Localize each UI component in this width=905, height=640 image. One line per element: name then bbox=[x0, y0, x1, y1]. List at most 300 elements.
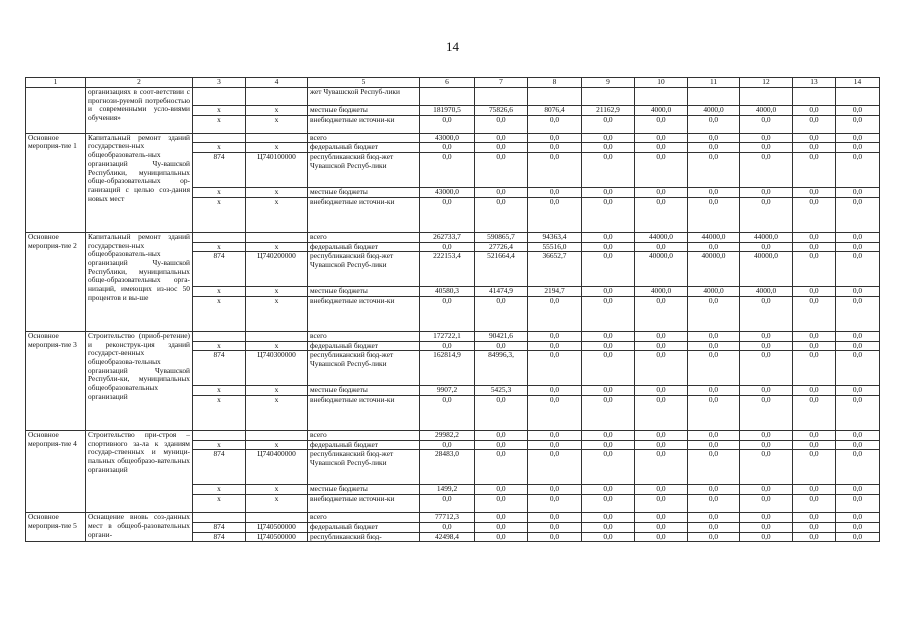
amount-cell: 0,0 bbox=[582, 522, 635, 532]
amount-cell: 162814,9 bbox=[420, 351, 475, 386]
amount-cell: 94363,4 bbox=[528, 232, 582, 242]
amount-cell: 0,0 bbox=[582, 440, 635, 450]
amount-cell: 0,0 bbox=[740, 450, 793, 485]
amount-cell: 36652,7 bbox=[528, 252, 582, 287]
amount-cell: 0,0 bbox=[688, 513, 740, 523]
amount-cell: 521664,4 bbox=[475, 252, 528, 287]
amount-cell: 0,0 bbox=[793, 431, 836, 441]
funding-source: республиканский бюд-жет Чувашской Респуб-лики bbox=[308, 252, 420, 287]
amount-cell: 0,0 bbox=[582, 232, 635, 242]
funding-source: местные бюджеты bbox=[308, 386, 420, 396]
amount-cell: 40000,0 bbox=[635, 252, 688, 287]
amount-cell: 0,0 bbox=[475, 188, 528, 198]
amount-cell: 0,0 bbox=[635, 513, 688, 523]
amount-cell: 0,0 bbox=[635, 341, 688, 351]
amount-cell: 0,0 bbox=[582, 188, 635, 198]
column-number: 11 bbox=[688, 78, 740, 88]
amount-cell: 0,0 bbox=[836, 287, 880, 297]
amount-cell: 0,0 bbox=[528, 396, 582, 431]
amount-cell: 0,0 bbox=[836, 197, 880, 232]
amount-cell: 8076,4 bbox=[528, 106, 582, 116]
amount-cell: 0,0 bbox=[688, 386, 740, 396]
amount-cell bbox=[528, 88, 582, 106]
funding-source: местные бюджеты bbox=[308, 188, 420, 198]
amount-cell bbox=[582, 88, 635, 106]
amount-cell: 0,0 bbox=[475, 513, 528, 523]
target-article-code: x bbox=[246, 495, 308, 513]
amount-cell: 0,0 bbox=[793, 485, 836, 495]
target-article-code bbox=[246, 331, 308, 341]
table-row bbox=[26, 232, 880, 242]
event-label: Основное мероприя-тие 4 bbox=[26, 431, 86, 513]
table-row bbox=[26, 513, 880, 523]
amount-cell: 0,0 bbox=[688, 532, 740, 542]
target-article-code bbox=[246, 431, 308, 441]
amount-cell: 0,0 bbox=[688, 133, 740, 143]
column-number: 6 bbox=[420, 78, 475, 88]
amount-cell: 0,0 bbox=[528, 532, 582, 542]
amount-cell: 0,0 bbox=[582, 252, 635, 287]
amount-cell: 0,0 bbox=[836, 115, 880, 133]
amount-cell: 0,0 bbox=[740, 495, 793, 513]
amount-cell: 0,0 bbox=[836, 532, 880, 542]
funding-source: республиканский бюд-жет Чувашской Респуб-лики bbox=[308, 351, 420, 386]
department-code: 874 bbox=[193, 522, 246, 532]
amount-cell bbox=[793, 88, 836, 106]
target-article-code: Ц740300000 bbox=[246, 351, 308, 386]
target-article-code: x bbox=[246, 485, 308, 495]
amount-cell: 0,0 bbox=[740, 532, 793, 542]
amount-cell: 0,0 bbox=[635, 431, 688, 441]
amount-cell: 0,0 bbox=[836, 431, 880, 441]
amount-cell: 0,0 bbox=[528, 296, 582, 331]
column-number: 12 bbox=[740, 78, 793, 88]
funding-source: внебюджетные источни-ки bbox=[308, 296, 420, 331]
amount-cell: 0,0 bbox=[582, 287, 635, 297]
target-article-code: x bbox=[246, 296, 308, 331]
department-code bbox=[193, 232, 246, 242]
budget-table bbox=[25, 77, 880, 542]
amount-cell: 0,0 bbox=[688, 351, 740, 386]
column-number: 7 bbox=[475, 78, 528, 88]
amount-cell: 40000,0 bbox=[688, 252, 740, 287]
amount-cell: 0,0 bbox=[475, 115, 528, 133]
target-article-code: x bbox=[246, 386, 308, 396]
amount-cell: 0,0 bbox=[836, 252, 880, 287]
amount-cell: 0,0 bbox=[582, 115, 635, 133]
amount-cell: 27726,4 bbox=[475, 242, 528, 252]
funding-source: внебюджетные источни-ки bbox=[308, 115, 420, 133]
amount-cell: 0,0 bbox=[635, 143, 688, 153]
amount-cell: 44000,0 bbox=[740, 232, 793, 242]
event-description: Капитальный ремонт зданий государствен-ных общеобразователь-ных организаций Чу-вашской Республики, муниципальных обще-образовательных орга-низаций, имеющих из-нос 50 процентов и вы-ше bbox=[86, 232, 193, 331]
amount-cell: 0,0 bbox=[688, 331, 740, 341]
amount-cell bbox=[836, 88, 880, 106]
target-article-code: x bbox=[246, 143, 308, 153]
target-article-code: x bbox=[246, 440, 308, 450]
funding-source: республиканский бюд-жет Чувашской Респуб-лики bbox=[308, 153, 420, 188]
target-article-code: x bbox=[246, 341, 308, 351]
target-article-code: x bbox=[246, 115, 308, 133]
event-label bbox=[26, 88, 86, 134]
amount-cell: 262733,7 bbox=[420, 232, 475, 242]
amount-cell: 0,0 bbox=[420, 396, 475, 431]
amount-cell: 0,0 bbox=[582, 513, 635, 523]
amount-cell: 0,0 bbox=[836, 396, 880, 431]
amount-cell: 0,0 bbox=[475, 341, 528, 351]
event-description: организациях в соот-ветствии с прогнози-руемой потребностью и современными усло-виями обучения» bbox=[86, 88, 193, 134]
table-row bbox=[26, 133, 880, 143]
department-code: x bbox=[193, 197, 246, 232]
amount-cell: 9907,2 bbox=[420, 386, 475, 396]
amount-cell: 0,0 bbox=[793, 188, 836, 198]
funding-source: внебюджетные источни-ки bbox=[308, 495, 420, 513]
amount-cell: 0,0 bbox=[740, 386, 793, 396]
event-description: Строительство (приоб-ретение) и реконструк-ция зданий государст-венных общеобразова-тельных организаций Чувашской Республи-ки, муниципальных общеобразовательных организаций bbox=[86, 331, 193, 430]
amount-cell: 0,0 bbox=[793, 513, 836, 523]
amount-cell: 0,0 bbox=[688, 242, 740, 252]
column-number: 10 bbox=[635, 78, 688, 88]
amount-cell: 0,0 bbox=[528, 188, 582, 198]
event-label: Основное мероприя-тие 3 bbox=[26, 331, 86, 430]
amount-cell: 0,0 bbox=[635, 396, 688, 431]
amount-cell: 84996,3, bbox=[475, 351, 528, 386]
amount-cell: 0,0 bbox=[582, 296, 635, 331]
department-code: x bbox=[193, 440, 246, 450]
amount-cell: 44000,0 bbox=[635, 232, 688, 242]
amount-cell: 0,0 bbox=[836, 143, 880, 153]
funding-source: федеральный бюджет bbox=[308, 341, 420, 351]
department-code: x bbox=[193, 188, 246, 198]
amount-cell: 4000,0 bbox=[688, 106, 740, 116]
target-article-code bbox=[246, 232, 308, 242]
amount-cell: 0,0 bbox=[582, 450, 635, 485]
column-number: 1 bbox=[26, 78, 86, 88]
amount-cell: 43000,0 bbox=[420, 133, 475, 143]
amount-cell: 0,0 bbox=[582, 495, 635, 513]
target-article-code: Ц740200000 bbox=[246, 252, 308, 287]
amount-cell: 0,0 bbox=[740, 153, 793, 188]
amount-cell: 0,0 bbox=[793, 351, 836, 386]
amount-cell: 75826,6 bbox=[475, 106, 528, 116]
amount-cell: 0,0 bbox=[635, 188, 688, 198]
amount-cell: 0,0 bbox=[582, 386, 635, 396]
amount-cell: 0,0 bbox=[836, 351, 880, 386]
funding-source: местные бюджеты bbox=[308, 106, 420, 116]
amount-cell: 0,0 bbox=[740, 143, 793, 153]
amount-cell: 0,0 bbox=[793, 232, 836, 242]
amount-cell: 28483,0 bbox=[420, 450, 475, 485]
amount-cell: 0,0 bbox=[528, 133, 582, 143]
amount-cell: 43000,0 bbox=[420, 188, 475, 198]
target-article-code bbox=[246, 133, 308, 143]
amount-cell: 0,0 bbox=[793, 522, 836, 532]
amount-cell: 181970,5 bbox=[420, 106, 475, 116]
amount-cell: 0,0 bbox=[793, 287, 836, 297]
amount-cell: 0,0 bbox=[635, 532, 688, 542]
funding-source: всего bbox=[308, 232, 420, 242]
amount-cell: 0,0 bbox=[740, 133, 793, 143]
amount-cell: 4000,0 bbox=[688, 287, 740, 297]
amount-cell: 0,0 bbox=[688, 143, 740, 153]
amount-cell: 5425,3 bbox=[475, 386, 528, 396]
amount-cell: 0,0 bbox=[740, 431, 793, 441]
amount-cell: 0,0 bbox=[420, 153, 475, 188]
funding-source: местные бюджеты bbox=[308, 485, 420, 495]
amount-cell: 0,0 bbox=[528, 495, 582, 513]
department-code: 874 bbox=[193, 532, 246, 542]
column-number: 4 bbox=[246, 78, 308, 88]
amount-cell: 172722,1 bbox=[420, 331, 475, 341]
amount-cell: 0,0 bbox=[793, 341, 836, 351]
amount-cell: 0,0 bbox=[528, 341, 582, 351]
event-description: Строительство при-строя – спортивного за-ла к зданиям государ-ственных и муници-пальных общеобразо-вательных организаций bbox=[86, 431, 193, 513]
amount-cell: 0,0 bbox=[740, 296, 793, 331]
amount-cell: 2194,7 bbox=[528, 287, 582, 297]
amount-cell: 0,0 bbox=[793, 143, 836, 153]
table-body bbox=[26, 88, 880, 542]
department-code: x bbox=[193, 143, 246, 153]
amount-cell: 0,0 bbox=[635, 485, 688, 495]
amount-cell: 0,0 bbox=[528, 153, 582, 188]
department-code bbox=[193, 513, 246, 523]
funding-source: всего bbox=[308, 513, 420, 523]
amount-cell: 0,0 bbox=[475, 495, 528, 513]
amount-cell: 0,0 bbox=[836, 188, 880, 198]
column-number-row bbox=[26, 78, 880, 88]
target-article-code: x bbox=[246, 242, 308, 252]
department-code: x bbox=[193, 287, 246, 297]
amount-cell: 0,0 bbox=[688, 522, 740, 532]
amount-cell: 0,0 bbox=[688, 495, 740, 513]
funding-source: всего bbox=[308, 431, 420, 441]
amount-cell: 1499,2 bbox=[420, 485, 475, 495]
amount-cell: 0,0 bbox=[836, 106, 880, 116]
column-number: 9 bbox=[582, 78, 635, 88]
target-article-code bbox=[246, 88, 308, 106]
amount-cell: 4000,0 bbox=[740, 106, 793, 116]
department-code: x bbox=[193, 485, 246, 495]
amount-cell: 0,0 bbox=[836, 341, 880, 351]
column-number: 5 bbox=[308, 78, 420, 88]
column-number: 2 bbox=[86, 78, 193, 88]
amount-cell: 0,0 bbox=[528, 431, 582, 441]
department-code: x bbox=[193, 495, 246, 513]
amount-cell: 0,0 bbox=[793, 115, 836, 133]
department-code: x bbox=[193, 106, 246, 116]
amount-cell: 0,0 bbox=[582, 153, 635, 188]
funding-source: федеральный бюджет bbox=[308, 143, 420, 153]
amount-cell: 0,0 bbox=[688, 431, 740, 441]
department-code: x bbox=[193, 115, 246, 133]
amount-cell: 0,0 bbox=[793, 197, 836, 232]
amount-cell: 0,0 bbox=[688, 450, 740, 485]
amount-cell: 0,0 bbox=[528, 115, 582, 133]
amount-cell: 0,0 bbox=[793, 495, 836, 513]
department-code: 874 bbox=[193, 351, 246, 386]
amount-cell: 0,0 bbox=[688, 197, 740, 232]
funding-source: внебюджетные источни-ки bbox=[308, 396, 420, 431]
amount-cell: 90421,6 bbox=[475, 331, 528, 341]
amount-cell: 0,0 bbox=[420, 440, 475, 450]
amount-cell: 21162,9 bbox=[582, 106, 635, 116]
amount-cell: 0,0 bbox=[475, 532, 528, 542]
amount-cell: 0,0 bbox=[793, 252, 836, 287]
amount-cell: 0,0 bbox=[836, 242, 880, 252]
amount-cell: 0,0 bbox=[836, 133, 880, 143]
amount-cell: 0,0 bbox=[793, 386, 836, 396]
amount-cell: 0,0 bbox=[582, 485, 635, 495]
amount-cell: 0,0 bbox=[475, 296, 528, 331]
amount-cell: 42498,4 bbox=[420, 532, 475, 542]
department-code: x bbox=[193, 386, 246, 396]
amount-cell: 0,0 bbox=[582, 197, 635, 232]
amount-cell: 44000,0 bbox=[688, 232, 740, 242]
funding-source: федеральный бюджет bbox=[308, 522, 420, 532]
amount-cell bbox=[688, 88, 740, 106]
amount-cell: 0,0 bbox=[475, 143, 528, 153]
column-number: 14 bbox=[836, 78, 880, 88]
amount-cell: 0,0 bbox=[582, 396, 635, 431]
amount-cell: 77712,3 bbox=[420, 513, 475, 523]
funding-source: всего bbox=[308, 133, 420, 143]
amount-cell: 0,0 bbox=[528, 450, 582, 485]
event-label: Основное мероприя-тие 2 bbox=[26, 232, 86, 331]
department-code: x bbox=[193, 341, 246, 351]
amount-cell: 40580,3 bbox=[420, 287, 475, 297]
amount-cell bbox=[635, 88, 688, 106]
amount-cell: 0,0 bbox=[635, 440, 688, 450]
amount-cell: 0,0 bbox=[836, 513, 880, 523]
amount-cell: 0,0 bbox=[688, 153, 740, 188]
amount-cell bbox=[740, 88, 793, 106]
department-code bbox=[193, 88, 246, 106]
amount-cell: 0,0 bbox=[635, 133, 688, 143]
target-article-code: x bbox=[246, 396, 308, 431]
event-description: Капитальный ремонт зданий государствен-ных общеобразователь-ных организаций Чу-вашской Республики, муниципальных обще-образовательных ор-ганизаций с целью соз-дания новых мест bbox=[86, 133, 193, 232]
amount-cell: 0,0 bbox=[420, 522, 475, 532]
amount-cell bbox=[475, 88, 528, 106]
amount-cell: 0,0 bbox=[582, 532, 635, 542]
amount-cell: 0,0 bbox=[635, 351, 688, 386]
amount-cell: 0,0 bbox=[635, 296, 688, 331]
table-row bbox=[26, 88, 880, 106]
funding-source: местные бюджеты bbox=[308, 287, 420, 297]
amount-cell: 0,0 bbox=[582, 341, 635, 351]
amount-cell: 0,0 bbox=[793, 242, 836, 252]
amount-cell: 0,0 bbox=[582, 242, 635, 252]
target-article-code: Ц740500000 bbox=[246, 522, 308, 532]
amount-cell: 4000,0 bbox=[635, 106, 688, 116]
amount-cell: 0,0 bbox=[836, 296, 880, 331]
amount-cell: 0,0 bbox=[836, 495, 880, 513]
amount-cell: 0,0 bbox=[688, 440, 740, 450]
amount-cell: 0,0 bbox=[793, 331, 836, 341]
amount-cell: 0,0 bbox=[475, 440, 528, 450]
funding-source: жет Чувашской Респуб-лики bbox=[308, 88, 420, 106]
amount-cell: 0,0 bbox=[635, 153, 688, 188]
amount-cell: 0,0 bbox=[740, 522, 793, 532]
target-article-code: x bbox=[246, 106, 308, 116]
amount-cell: 0,0 bbox=[793, 153, 836, 188]
amount-cell: 0,0 bbox=[582, 431, 635, 441]
amount-cell: 0,0 bbox=[635, 495, 688, 513]
amount-cell: 0,0 bbox=[793, 532, 836, 542]
amount-cell: 0,0 bbox=[582, 133, 635, 143]
department-code: 874 bbox=[193, 450, 246, 485]
amount-cell: 0,0 bbox=[475, 522, 528, 532]
amount-cell: 0,0 bbox=[420, 197, 475, 232]
amount-cell: 0,0 bbox=[528, 143, 582, 153]
amount-cell: 0,0 bbox=[836, 386, 880, 396]
amount-cell: 0,0 bbox=[836, 331, 880, 341]
amount-cell: 0,0 bbox=[635, 115, 688, 133]
amount-cell: 0,0 bbox=[635, 242, 688, 252]
amount-cell: 0,0 bbox=[420, 341, 475, 351]
amount-cell: 0,0 bbox=[836, 450, 880, 485]
department-code: 874 bbox=[193, 153, 246, 188]
amount-cell: 0,0 bbox=[528, 485, 582, 495]
amount-cell: 0,0 bbox=[688, 485, 740, 495]
amount-cell: 0,0 bbox=[635, 331, 688, 341]
department-code bbox=[193, 431, 246, 441]
department-code: x bbox=[193, 242, 246, 252]
department-code bbox=[193, 133, 246, 143]
amount-cell: 0,0 bbox=[740, 351, 793, 386]
amount-cell: 0,0 bbox=[582, 351, 635, 386]
amount-cell: 0,0 bbox=[635, 197, 688, 232]
amount-cell: 0,0 bbox=[836, 153, 880, 188]
amount-cell: 0,0 bbox=[688, 296, 740, 331]
amount-cell: 0,0 bbox=[740, 396, 793, 431]
amount-cell: 0,0 bbox=[740, 440, 793, 450]
target-article-code: Ц740500000 bbox=[246, 532, 308, 542]
amount-cell: 0,0 bbox=[740, 341, 793, 351]
amount-cell: 0,0 bbox=[528, 197, 582, 232]
amount-cell: 0,0 bbox=[475, 133, 528, 143]
amount-cell: 0,0 bbox=[793, 296, 836, 331]
department-code: x bbox=[193, 296, 246, 331]
event-description: Оснащение вновь соз-данных мест в общеоб-разовательных органи- bbox=[86, 513, 193, 542]
amount-cell: 0,0 bbox=[836, 232, 880, 242]
amount-cell: 0,0 bbox=[740, 188, 793, 198]
amount-cell: 0,0 bbox=[582, 143, 635, 153]
amount-cell: 222153,4 bbox=[420, 252, 475, 287]
amount-cell: 4000,0 bbox=[740, 287, 793, 297]
amount-cell: 0,0 bbox=[793, 133, 836, 143]
department-code bbox=[193, 331, 246, 341]
amount-cell: 0,0 bbox=[740, 485, 793, 495]
amount-cell: 0,0 bbox=[740, 197, 793, 232]
amount-cell: 4000,0 bbox=[635, 287, 688, 297]
amount-cell: 0,0 bbox=[528, 440, 582, 450]
amount-cell: 0,0 bbox=[420, 115, 475, 133]
amount-cell: 0,0 bbox=[528, 331, 582, 341]
amount-cell: 55516,0 bbox=[528, 242, 582, 252]
funding-source: всего bbox=[308, 331, 420, 341]
amount-cell: 0,0 bbox=[475, 197, 528, 232]
amount-cell: 0,0 bbox=[740, 331, 793, 341]
target-article-code: x bbox=[246, 287, 308, 297]
funding-source: федеральный бюджет bbox=[308, 242, 420, 252]
funding-source: республиканский бюд-жет Чувашской Респуб-лики bbox=[308, 450, 420, 485]
funding-source: республиканский бюд- bbox=[308, 532, 420, 542]
funding-source: внебюджетные источни-ки bbox=[308, 197, 420, 232]
funding-source: федеральный бюджет bbox=[308, 440, 420, 450]
amount-cell: 0,0 bbox=[793, 450, 836, 485]
amount-cell: 0,0 bbox=[740, 513, 793, 523]
amount-cell: 0,0 bbox=[635, 450, 688, 485]
